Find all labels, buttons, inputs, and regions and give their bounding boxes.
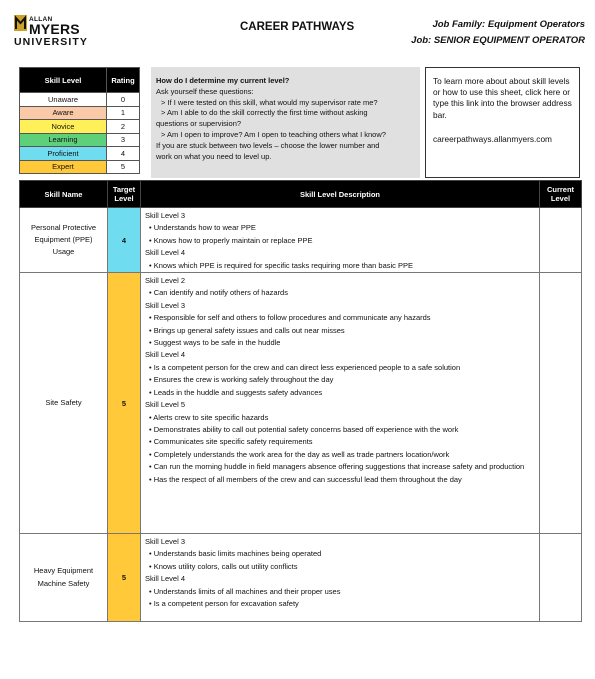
description-bullet: • Leads in the huddle and suggests safety advances — [145, 387, 535, 399]
description-bullet: • Understands basic limits machines being operated — [145, 548, 535, 560]
help-question-2: > Am I able to do the skill correctly the first time without asking — [161, 108, 368, 118]
skill-name-cell: Site Safety — [20, 273, 108, 534]
legend-level-label: Novice — [20, 120, 107, 134]
info-text[interactable]: To learn more about about skill levels or how to use this sheet, click here or type this link into the browser address bar. — [433, 76, 572, 120]
legend-rating-value: 4 — [107, 147, 140, 161]
skill-description-cell — [141, 208, 540, 273]
help-question-3: > Am I open to improve? Am I open to teaching others what I know? — [161, 129, 386, 139]
logo-allan-text: ALLAN — [29, 16, 53, 23]
description-bullet: • Is a competent person for excavation safety — [145, 598, 535, 610]
description-bullet: • Demonstrates ability to call out potential safety concerns based off experience with the work — [145, 424, 535, 436]
table-row — [20, 273, 582, 534]
skill-level-heading: Skill Level 4 — [145, 248, 186, 258]
info-url-link[interactable]: careerpathways.allanmyers.com — [433, 133, 552, 144]
description-bullet: • Has the respect of all members of the crew and can successful lead them throughout the day — [145, 474, 535, 486]
skill-level-heading: Skill Level 3 — [145, 537, 186, 547]
legend-header-skill-level: Skill Level — [20, 68, 107, 93]
job-family: Job Family: Equipment Operators — [432, 19, 585, 30]
help-question: How do I determine my current level? — [156, 76, 290, 85]
skill-level-heading: Skill Level 4 — [145, 574, 186, 584]
allan-myers-university-logo — [14, 13, 106, 51]
logo-myers-text: MYERS — [29, 21, 80, 37]
description-bullet: • Responsible for self and others to follow procedures and communicate any hazards — [145, 312, 535, 324]
skill-name-cell: Personal Protective Equipment (PPE) Usage — [20, 208, 108, 273]
help-stuck-line-1: If you are stuck between two levels – choose the lower number and — [156, 140, 380, 150]
legend-level-label: Unaware — [20, 93, 107, 107]
description-bullet: • Knows which PPE is required for specific tasks requiring more than basic PPE — [145, 260, 535, 272]
description-bullet: • Knows utility colors, calls out utility conflicts — [145, 561, 535, 573]
skills-table — [19, 180, 582, 622]
target-level-cell: 4 — [108, 208, 141, 273]
skill-level-heading: Skill Level 5 — [145, 400, 186, 410]
logo-university-text: UNIVERSITY — [14, 36, 89, 48]
job-title: Job: SENIOR EQUIPMENT OPERATOR — [411, 35, 585, 46]
description-bullet: • Completely understands the work area for the day as well as trade partners location/work — [145, 449, 535, 461]
target-level-cell: 5 — [108, 273, 141, 534]
current-level-input-cell[interactable] — [540, 208, 582, 273]
help-question-2-cont: questions or supervision? — [156, 119, 242, 129]
legend-header-rating: Rating — [107, 68, 140, 93]
skill-level-heading: Skill Level 2 — [145, 276, 186, 286]
help-box — [151, 67, 420, 178]
legend-rating-value: 3 — [107, 133, 140, 147]
description-bullet: • Brings up general safety issues and calls out near misses — [145, 325, 535, 337]
help-intro: Ask yourself these questions: — [156, 86, 254, 96]
help-question-1: > If I were tested on this skill, what would my supervisor rate me? — [161, 97, 378, 107]
description-bullet: • Knows how to properly maintain or replace PPE — [145, 235, 535, 247]
current-level-input-cell[interactable] — [540, 534, 582, 622]
description-bullet: • Understands how to wear PPE — [145, 222, 535, 234]
header-description: Skill Level Description — [141, 181, 540, 208]
description-bullet: • Understands limits of all machines and their proper uses — [145, 586, 535, 598]
header-target-level: Target Level — [108, 181, 141, 208]
current-level-input-cell[interactable] — [540, 273, 582, 534]
header-current-level: Current Level — [540, 181, 582, 208]
legend-row — [20, 133, 140, 147]
skill-description-cell — [141, 273, 540, 534]
legend-row — [20, 93, 140, 107]
skill-level-legend — [19, 67, 140, 174]
legend-rating-value: 5 — [107, 160, 140, 174]
info-box[interactable] — [425, 67, 580, 178]
legend-row — [20, 160, 140, 174]
legend-row — [20, 120, 140, 134]
legend-level-label: Proficient — [20, 147, 107, 161]
legend-row — [20, 106, 140, 120]
header-skill-name: Skill Name — [20, 181, 108, 208]
legend-row — [20, 147, 140, 161]
skill-name-cell: Heavy Equipment Machine Safety — [20, 534, 108, 622]
help-stuck-line-2: work on what you need to level up. — [156, 151, 272, 161]
legend-level-label: Expert — [20, 160, 107, 174]
legend-level-label: Learning — [20, 133, 107, 147]
table-row — [20, 208, 582, 273]
skill-level-heading: Skill Level 3 — [145, 211, 186, 220]
legend-rating-value: 2 — [107, 120, 140, 134]
skill-level-heading: Skill Level 3 — [145, 300, 186, 310]
description-bullet: • Communicates site specific safety requirements — [145, 436, 535, 448]
legend-rating-value: 1 — [107, 106, 140, 120]
description-bullet: • Can run the morning huddle in field managers absence offering suggestions that increase safety and production — [145, 461, 535, 473]
page-title: CAREER PATHWAYS — [240, 21, 355, 33]
description-bullet: • Can identify and notify others of hazards — [145, 287, 535, 299]
description-bullet: • Alerts crew to site specific hazards — [145, 412, 535, 424]
description-bullet: • Is a competent person for the crew and can direct less experienced people to a safe solution — [145, 362, 535, 374]
target-level-cell: 5 — [108, 534, 141, 622]
legend-rating-value: 0 — [107, 93, 140, 107]
skill-description-cell — [141, 534, 540, 622]
logo-mark-icon — [14, 15, 27, 31]
description-bullet: • Ensures the crew is working safely throughout the day — [145, 374, 535, 386]
description-bullet: • Suggest ways to be safe in the huddle — [145, 337, 535, 349]
table-row — [20, 534, 582, 622]
legend-level-label: Aware — [20, 106, 107, 120]
skill-level-heading: Skill Level 4 — [145, 350, 186, 360]
